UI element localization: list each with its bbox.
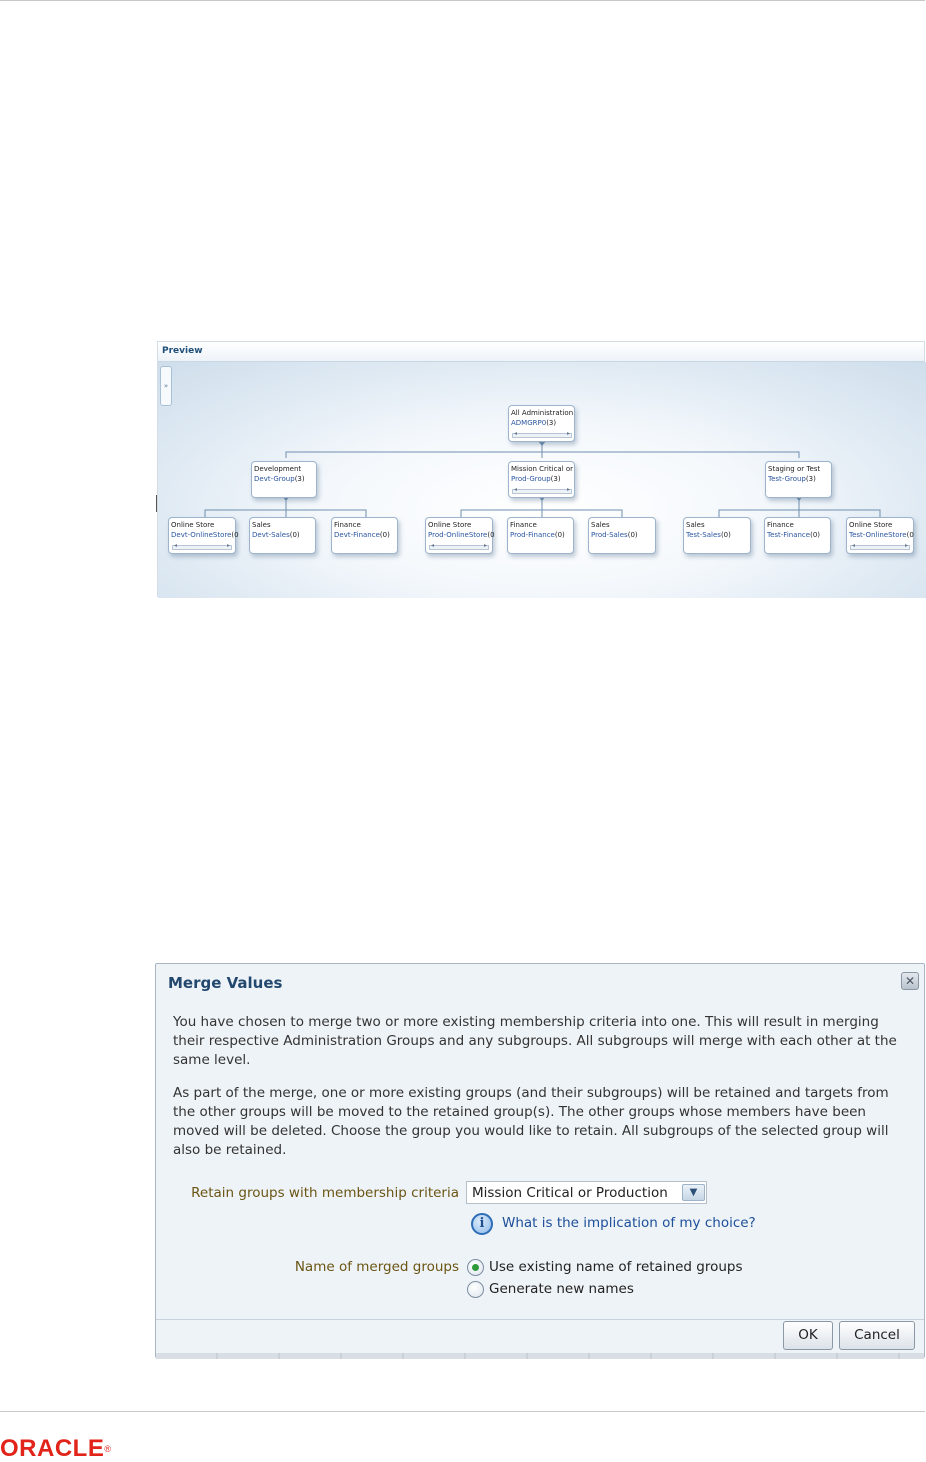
merged-group-name-label: Name of merged groups	[294, 1259, 459, 1275]
node-scrollbar[interactable]	[850, 545, 910, 550]
org-node-devt-online-store[interactable]: Online Store Devt-OnlineStore(0 ◂ ▸	[168, 517, 236, 554]
node-link[interactable]: Test-Group	[768, 475, 806, 483]
preview-panel	[157, 341, 925, 597]
org-node-staging-or-test[interactable]: Staging or Test Test-Group(3)	[765, 461, 832, 498]
dialog-explanation-paragraph: As part of the merge, one or more existing groups (and their subgroups) will be retained and targets from the other groups will be moved to the retained group(s). The other groups whose members have been moved will be deleted. Choose the group you would like to retain. All subgroups of the selected group will also be retained.	[173, 1085, 889, 1158]
org-node-devt-finance[interactable]: Finance Devt-Finance(0)	[331, 517, 398, 554]
org-node-all-administration[interactable]: All Administration ADMGRP0(3) ◂ ▸	[508, 405, 575, 442]
retain-groups-select[interactable]	[466, 1181, 707, 1204]
dialog-intro-paragraph: You have chosen to merge two or more existing membership criteria into one. This will result in merging their respective Administration Groups and any subgroups. All subgroups will merge with each other at the same level.	[173, 1014, 897, 1068]
node-link[interactable]: Test-OnlineStore	[849, 531, 907, 539]
node-link[interactable]: Devt-Group	[254, 475, 295, 483]
node-link[interactable]: Test-Sales	[686, 531, 721, 539]
hierarchy-canvas	[158, 362, 926, 598]
dialog-title-bar	[156, 964, 924, 1004]
radio-label: Generate new names	[489, 1281, 634, 1297]
node-link[interactable]: Devt-Sales	[252, 531, 290, 539]
merge-values-dialog	[155, 963, 925, 1358]
node-link[interactable]: ADMGRP0	[511, 419, 547, 427]
org-node-test-finance[interactable]: Finance Test-Finance(0)	[764, 517, 831, 554]
radio-label: Use existing name of retained groups	[489, 1259, 743, 1275]
footer-divider	[0, 1411, 925, 1412]
node-link[interactable]: Devt-Finance	[334, 531, 380, 539]
org-node-development[interactable]: Development Devt-Group(3)	[251, 461, 317, 498]
oracle-logo	[0, 1437, 111, 1461]
dialog-footer-strip	[156, 1353, 924, 1359]
node-scrollbar[interactable]	[172, 545, 232, 550]
org-node-prod-sales[interactable]: Sales Prod-Sales(0)	[588, 517, 656, 554]
node-link[interactable]: Prod-OnlineStore	[428, 531, 488, 539]
preview-title: Preview	[158, 342, 924, 362]
org-node-test-sales[interactable]: Sales Test-Sales(0)	[683, 517, 751, 554]
oracle-logo-text: ORACLE	[0, 1435, 105, 1462]
text-cursor	[156, 495, 157, 512]
org-node-devt-sales[interactable]: Sales Devt-Sales(0)	[249, 517, 316, 554]
org-node-mission-critical[interactable]: Mission Critical or Prod-Group(3) ◂ ▸	[508, 461, 575, 498]
node-scrollbar[interactable]	[512, 433, 572, 438]
org-node-test-online-store[interactable]: Online Store Test-OnlineStore(0 ◂ ▸	[846, 517, 914, 554]
node-link[interactable]: Prod-Finance	[510, 531, 555, 539]
implication-help-link[interactable]: What is the implication of my choice?	[502, 1215, 756, 1231]
expand-panel-icon[interactable]: »	[160, 366, 172, 406]
registered-mark: ®	[104, 1444, 112, 1454]
radio-selected-icon[interactable]	[467, 1259, 484, 1276]
node-link[interactable]: Prod-Group	[511, 475, 551, 483]
top-divider	[0, 0, 925, 1]
button-bar-divider	[156, 1319, 924, 1320]
ok-button[interactable]: OK	[783, 1321, 833, 1350]
node-link[interactable]: Prod-Sales	[591, 531, 628, 539]
radio-unselected-icon[interactable]	[467, 1281, 484, 1298]
cancel-button[interactable]: Cancel	[839, 1321, 915, 1350]
info-icon: i	[471, 1213, 493, 1235]
node-scrollbar[interactable]	[429, 545, 489, 550]
dialog-title: Merge Values	[168, 974, 283, 992]
close-icon[interactable]: ✕	[901, 972, 919, 990]
retain-groups-label: Retain groups with membership criteria	[191, 1185, 459, 1201]
retain-groups-value: Mission Critical or Production	[472, 1185, 668, 1201]
chevron-down-icon[interactable]: ▼	[682, 1184, 705, 1201]
node-link[interactable]: Test-Finance	[767, 531, 811, 539]
node-link[interactable]: Devt-OnlineStore	[171, 531, 232, 539]
org-node-prod-finance[interactable]: Finance Prod-Finance(0)	[507, 517, 574, 554]
node-scrollbar[interactable]	[512, 489, 572, 494]
org-node-prod-online-store[interactable]: Online Store Prod-OnlineStore(0 ◂ ▸	[425, 517, 493, 554]
